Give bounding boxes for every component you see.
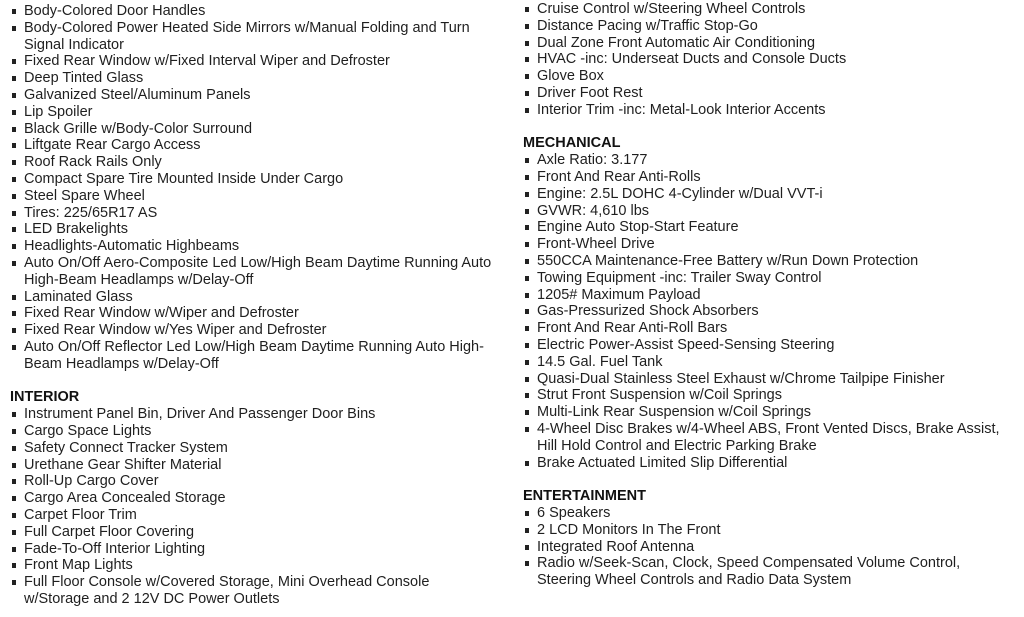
feature-item: Fixed Rear Window w/Yes Wiper and Defroster xyxy=(10,322,515,339)
feature-item: Black Grille w/Body-Color Surround xyxy=(10,121,515,138)
left-column xyxy=(10,0,515,608)
feature-item: Headlights-Automatic Highbeams xyxy=(10,238,515,255)
mechanical-heading: MECHANICAL xyxy=(523,135,621,152)
feature-item: Lip Spoiler xyxy=(10,104,515,121)
feature-item: Laminated Glass xyxy=(10,289,515,306)
feature-item: Cruise Control w/Steering Wheel Controls xyxy=(523,1,1018,18)
right-column xyxy=(523,0,1018,589)
feature-item: Full Carpet Floor Covering xyxy=(10,524,515,541)
comfort-feature-list xyxy=(523,1,1018,119)
feature-item: Galvanized Steel/Aluminum Panels xyxy=(10,87,515,104)
feature-item: Compact Spare Tire Mounted Inside Under Cargo xyxy=(10,171,515,188)
feature-item: Safety Connect Tracker System xyxy=(10,440,515,457)
feature-item: Deep Tinted Glass xyxy=(10,70,515,87)
entertainment-feature-list xyxy=(523,505,1018,589)
feature-item: Urethane Gear Shifter Material xyxy=(10,457,515,474)
feature-item: Brake Actuated Limited Slip Differential xyxy=(523,455,1018,472)
feature-item: Engine: 2.5L DOHC 4-Cylinder w/Dual VVT-i xyxy=(523,186,1018,203)
feature-item: Multi-Link Rear Suspension w/Coil Springs xyxy=(523,404,1018,421)
feature-item: Front-Wheel Drive xyxy=(523,236,1018,253)
feature-item: Radio w/Seek-Scan, Clock, Speed Compensated Volume Control, Steering Wheel Controls and Radio Data System xyxy=(523,555,1018,589)
feature-item: Strut Front Suspension w/Coil Springs xyxy=(523,387,1018,404)
feature-item: Liftgate Rear Cargo Access xyxy=(10,137,515,154)
feature-item: Auto On/Off Aero-Composite Led Low/High Beam Daytime Running Auto High-Beam Headlamps w/Delay-Off xyxy=(10,255,515,289)
feature-item: Fade-To-Off Interior Lighting xyxy=(10,541,515,558)
feature-item: 6 Speakers xyxy=(523,505,1018,522)
feature-item: 14.5 Gal. Fuel Tank xyxy=(523,354,1018,371)
feature-item: Cargo Space Lights xyxy=(10,423,515,440)
feature-item: 550CCA Maintenance-Free Battery w/Run Down Protection xyxy=(523,253,1018,270)
feature-item: Front And Rear Anti-Rolls xyxy=(523,169,1018,186)
feature-item: Roll-Up Cargo Cover xyxy=(10,473,515,490)
feature-item: 1205# Maximum Payload xyxy=(523,287,1018,304)
feature-item: Auto On/Off Reflector Led Low/High Beam Daytime Running Auto High- Beam Headlamps w/Delay-Off xyxy=(10,339,515,373)
feature-item: Gas-Pressurized Shock Absorbers xyxy=(523,303,1018,320)
feature-item: Engine Auto Stop-Start Feature xyxy=(523,219,1018,236)
feature-item: 4-Wheel Disc Brakes w/4-Wheel ABS, Front Vented Discs, Brake Assist, Hill Hold Control and Electric Parking Brake xyxy=(523,421,1018,455)
feature-item: Body-Colored Door Handles xyxy=(10,3,515,20)
exterior-feature-list xyxy=(10,3,515,373)
feature-item: Front Map Lights xyxy=(10,557,515,574)
feature-item: Driver Foot Rest xyxy=(523,85,1018,102)
feature-item: Integrated Roof Antenna xyxy=(523,539,1018,556)
feature-item: 2 LCD Monitors In The Front xyxy=(523,522,1018,539)
feature-item: Axle Ratio: 3.177 xyxy=(523,152,1018,169)
feature-item: Roof Rack Rails Only xyxy=(10,154,515,171)
entertainment-heading: ENTERTAINMENT xyxy=(523,488,646,505)
feature-item: Cargo Area Concealed Storage xyxy=(10,490,515,507)
feature-item: LED Brakelights xyxy=(10,221,515,238)
interior-heading: INTERIOR xyxy=(10,389,80,406)
feature-item: Front And Rear Anti-Roll Bars xyxy=(523,320,1018,337)
feature-item: Distance Pacing w/Traffic Stop-Go xyxy=(523,18,1018,35)
feature-item: Body-Colored Power Heated Side Mirrors w/Manual Folding and Turn Signal Indicator xyxy=(10,20,515,54)
feature-item: Electric Power-Assist Speed-Sensing Steering xyxy=(523,337,1018,354)
feature-item: Fixed Rear Window w/Wiper and Defroster xyxy=(10,305,515,322)
feature-item: Dual Zone Front Automatic Air Conditioning xyxy=(523,35,1018,52)
feature-item: Interior Trim -inc: Metal-Look Interior Accents xyxy=(523,102,1018,119)
feature-item: Instrument Panel Bin, Driver And Passenger Door Bins xyxy=(10,406,515,423)
feature-item: GVWR: 4,610 lbs xyxy=(523,203,1018,220)
feature-item: Tires: 225/65R17 AS xyxy=(10,205,515,222)
feature-item: Steel Spare Wheel xyxy=(10,188,515,205)
mechanical-feature-list xyxy=(523,152,1018,471)
interior-feature-list xyxy=(10,406,515,608)
feature-item: Fixed Rear Window w/Fixed Interval Wiper and Defroster xyxy=(10,53,515,70)
feature-item: Quasi-Dual Stainless Steel Exhaust w/Chrome Tailpipe Finisher xyxy=(523,371,1018,388)
feature-item: Carpet Floor Trim xyxy=(10,507,515,524)
feature-item: HVAC -inc: Underseat Ducts and Console Ducts xyxy=(523,51,1018,68)
feature-item: Glove Box xyxy=(523,68,1018,85)
feature-item: Towing Equipment -inc: Trailer Sway Control xyxy=(523,270,1018,287)
feature-item: Full Floor Console w/Covered Storage, Mini Overhead Console w/Storage and 2 12V DC Power Outlets xyxy=(10,574,515,608)
